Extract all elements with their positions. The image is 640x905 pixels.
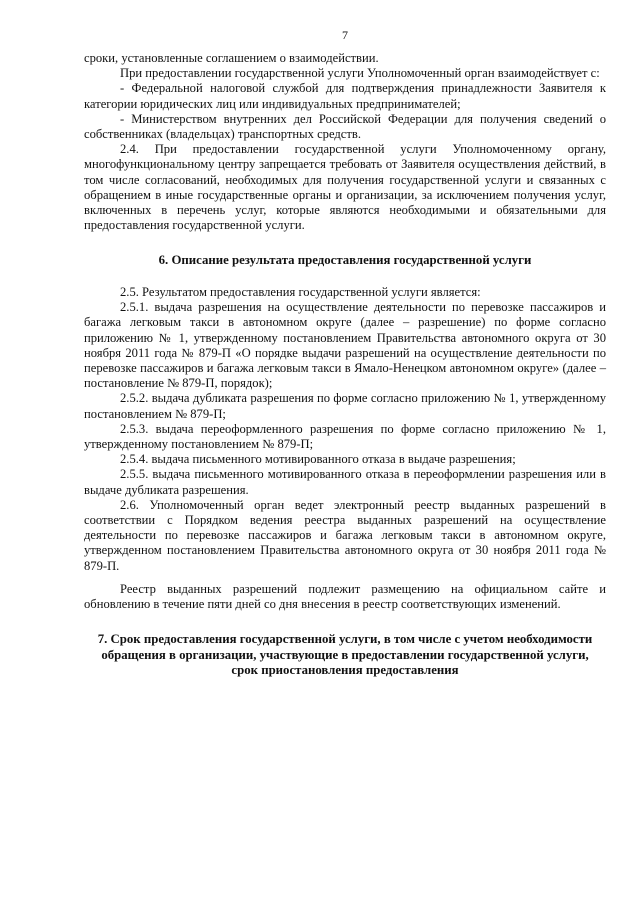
- spacer: [84, 233, 606, 253]
- paragraph-registry: Реестр выданных разрешений подлежит размещению на официальном сайте и обновлению в течение пяти дней со дня внесения в реестр соответствующих изменений.: [84, 581, 606, 611]
- paragraph-2-5: 2.5. Результатом предоставления государственной услуги является:: [120, 284, 481, 299]
- paragraph-2-5-5: 2.5.5. выдача письменного мотивированного отказа в переоформлении разрешения или в выдаче дубликата разрешения.: [84, 467, 606, 497]
- paragraph-2-4: 2.4. При предоставлении государственной услуги Уполномоченному органу, многофункциональному центру запрещается требовать от Заявителя осуществления действий, в том числе согласований, необходимых для получения государственной услуги и связанных с обращением в иные государственные органы и организации, за исключением получения услуг, включенных в перечень услуг, которые являются необходимыми и обязательными для предоставления государственной услуги.: [84, 142, 606, 233]
- spacer: [84, 269, 606, 285]
- paragraph-2-5-1: 2.5.1. выдача разрешения на осуществление деятельности по перевозке пассажиров и багажа легковым такси в автономном округе (далее – разрешение) по форме согласно приложению № 1, утвержденному постановлением Правительства автономного округа от 30 ноября 2011 года № 879-П «О порядке выдачи разрешений на осуществление деятельности по перевозке пассажиров и багажа легковым такси в Ямало-Ненецком автономном округе» (далее – постановление № 879-П, порядок);: [84, 300, 606, 391]
- paragraph-interior-ministry: - Министерством внутренних дел Российской Федерации для получения сведений о собственниках (владельцах) транспортных средств.: [84, 111, 606, 142]
- paragraph-2-5-4: 2.5.4. выдача письменного мотивированного отказа в выдаче разрешения;: [120, 452, 516, 467]
- paragraph-interaction: При предоставлении государственной услуги Уполномоченный орган взаимодействует с:: [120, 66, 600, 81]
- spacer: [84, 612, 606, 632]
- paragraph-intro-continuation: сроки, установленные соглашением о взаимодействии.: [84, 51, 379, 65]
- paragraph-2-5-3: 2.5.3. выдача переоформленного разрешения по форме согласно приложению № 1, утвержденному постановлением № 879-П;: [84, 421, 606, 451]
- paragraph-tax-service: - Федеральной налоговой службой для подтверждения принадлежности Заявителя к категории юридических лиц или индивидуальных предпринимателей;: [84, 81, 606, 111]
- section-6-heading: 6. Описание результата предоставления государственной услуги: [158, 253, 532, 268]
- spacer: [84, 574, 606, 582]
- paragraph-2-6: 2.6. Уполномоченный орган ведет электронный реестр выданных разрешений в соответствии с Порядком ведения реестра выданных разрешений на осуществление деятельности по перевозке пассажиров и багажа легковым такси в автономном округе, утвержденном постановлением Правительства автономного округа от 30 ноября 2011 года № 879-П.: [84, 497, 606, 573]
- paragraph-2-5-2: 2.5.2. выдача дубликата разрешения по форме согласно приложению № 1, утвержденному постановлением № 879-П;: [84, 391, 606, 421]
- section-7-heading: 7. Срок предоставления государственной услуги, в том числе с учетом необходимости обращения в организации, участвующие в предоставлении государственной услуги, срок приостановления предоставления: [97, 632, 593, 678]
- page-number: 7: [342, 28, 348, 42]
